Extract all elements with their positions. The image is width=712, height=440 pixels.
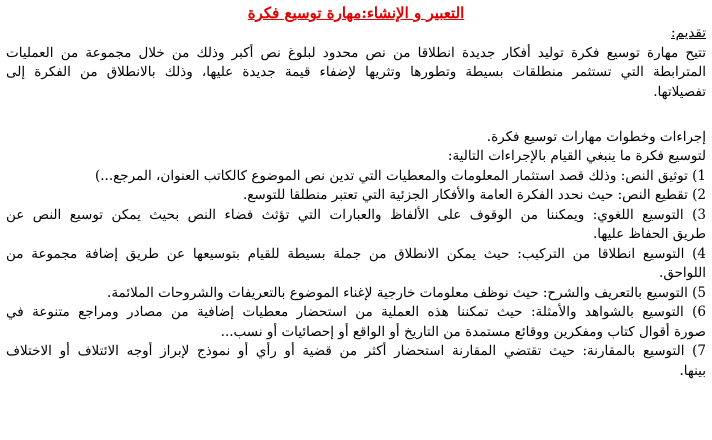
step-2: 2) تقطيع النص: حيث نحدد الفكرة العامة والأفكار الجزئية التي تعتبر منطلقا للتوسع. [242, 187, 706, 203]
step-3-continuation: طريق الحفاظ عليها. [592, 226, 706, 242]
step-4-continuation: اللواحق. [659, 265, 706, 281]
procedures-heading: إجراءات وخطوات مهارات توسيع فكرة. [486, 128, 706, 145]
step-3: 3) التوسيع اللغوي: ويمكننا من الوقوف على الألفاظ والعبارات التي تؤثث فضاء النص بحيث يمكن توسيع النص عن [6, 206, 706, 223]
paragraph-gap [6, 102, 706, 122]
step-4: 4) التوسيع انطلاقا من التركيب: حيث يمكن الانطلاق من جملة بسيطة للقيام بتوسيعها عن طريق إضافة مجموعة من [6, 245, 706, 262]
step-1: 1) توثيق النص: وذلك قصد استثمار المعلومات والمعطيات التي تدين نص الموضوع كالكاتب العنوان، المرجع...) [94, 167, 706, 184]
intro-line-2: المترابطة التي تستثمر منطلقات بسيطة وتطورها وتثريها لإضفاء قيمة جديدة عليها، وذلك بالانطلاق من الفكرة إلى [6, 64, 706, 80]
step-7: 7) التوسيع بالمقارنة: حيث تقتضي المقارنة استحضار أكثر من قضية أو رأي أو نموذج لإبراز أوجه الائتلاف أو الاختلاف [6, 343, 706, 359]
procedures-intro: لتوسيع فكرة ما ينبغي القيام بالإجراءات التالية: [447, 148, 706, 164]
title-wrapper [6, 2, 706, 24]
step-7-continuation: بينها. [679, 362, 706, 379]
intro-line-1: تتيح مهارة توسيع فكرة توليد أفكار جديدة انطلاقا من نص محدود لبلوغ نص أكبر وذلك من خلال مجموعة من العمليات [6, 44, 706, 61]
intro-label-line [6, 24, 706, 44]
intro-line-3: تفصيلاتها. [653, 83, 706, 100]
step-6-continuation: صورة أقوال كتاب ومفكرين ووقائع مستمدة من التاريخ أو الواقع أو إحصائيات أو نسب... [220, 323, 706, 340]
step-5: 5) التوسيع بالتعريف والشرح: حيث نوظف معلومات خارجية لإغناء الموضوع بالتعريفات والشروحات الملائمة. [107, 284, 706, 301]
document-title: التعبير و الإنشاء:مهارة توسيع فكرة [247, 4, 465, 22]
step-6: 6) التوسيع بالشواهد والأمثلة: حيث تمكننا هذه العملية من استحضار معطيات إضافية من مصادر ومراجع متنوعة في [6, 304, 706, 320]
intro-label: تقديم: [671, 25, 706, 41]
